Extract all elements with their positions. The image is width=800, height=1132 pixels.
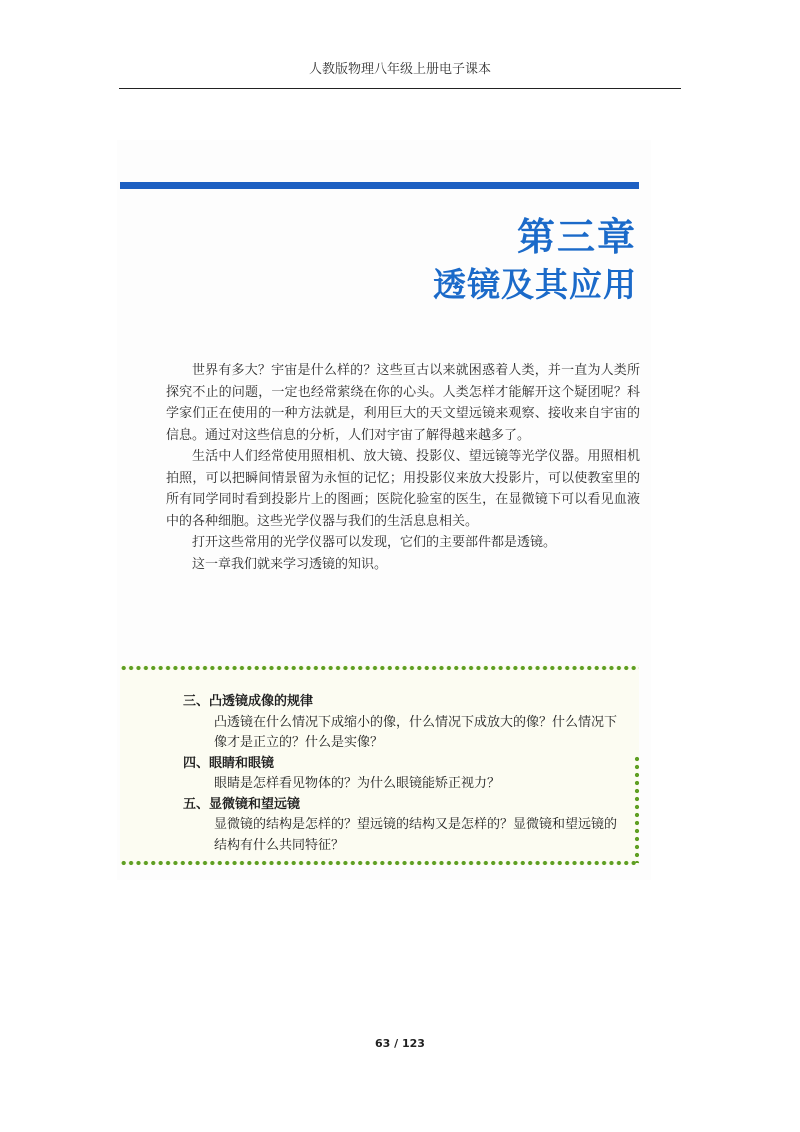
chapter-intro — [166, 360, 640, 575]
dotted-border-top — [120, 665, 639, 671]
running-header: 人教版物理八年级上册电子课本 — [308, 62, 491, 77]
header-rule — [119, 88, 681, 89]
chapter-blue-band — [120, 182, 639, 189]
preview-section — [183, 795, 623, 857]
section-text: 凸透镜在什么情况下成缩小的像，什么情况下成放大的像？什么情况下像才是正立的？什么是实像？ — [214, 714, 618, 750]
page-number: 63 / 123 — [375, 1037, 425, 1050]
section-text: 眼睛是怎样看见物体的？为什么眼镜能矫正视力？ — [214, 776, 501, 791]
intro-paragraph: 这一章我们就来学习透镜的知识。 — [192, 556, 388, 572]
preview-section — [183, 692, 623, 754]
intro-paragraph: 打开这些常用的光学仪器可以发现，它们的主要部件都是透镜。 — [192, 535, 557, 550]
preview-section — [183, 754, 623, 795]
dotted-border-bottom — [120, 860, 639, 866]
section-text: 显微镜的结构是怎样的？望远镜的结构又是怎样的？显微镜和望远镜的结构有什么共同特征？ — [214, 817, 618, 853]
section-title: 五、显微镜和望远镜 — [183, 796, 301, 812]
chapter-number: 第三章 — [516, 215, 637, 259]
intro-paragraph: 生活中人们经常使用照相机、放大镜、投影仪、望远镜等光学仪器。用照相机拍照，可以把瞬间情景留为永恒的记忆；用投影仪来放大投影片，可以使教室里的所有同学同时看到投影片上的图画；医院化验室的医生，在显微镜下可以看见血液中的各种细胞。这些光学仪器与我们的生活息息相关。 — [166, 449, 640, 529]
section-title: 四、眼睛和眼镜 — [183, 755, 275, 771]
chapter-title: 透镜及其应用 — [433, 265, 637, 304]
section-preview-list — [183, 692, 623, 856]
section-title: 三、凸透镜成像的规律 — [183, 694, 314, 709]
dotted-border-right — [634, 755, 640, 863]
intro-paragraph: 世界有多大？宇宙是什么样的？这些亘古以来就困惑着人类，并一直为人类所探究不止的问题，一定也经常萦绕在你的心头。人类怎样才能解开这个疑团呢？科学家们正在使用的一种方法就是，利用巨大的天文望远镜来观察、接收来自宇宙的信息。通过对这些信息的分析，人们对宇宙了解得越来越多了。 — [166, 363, 640, 443]
